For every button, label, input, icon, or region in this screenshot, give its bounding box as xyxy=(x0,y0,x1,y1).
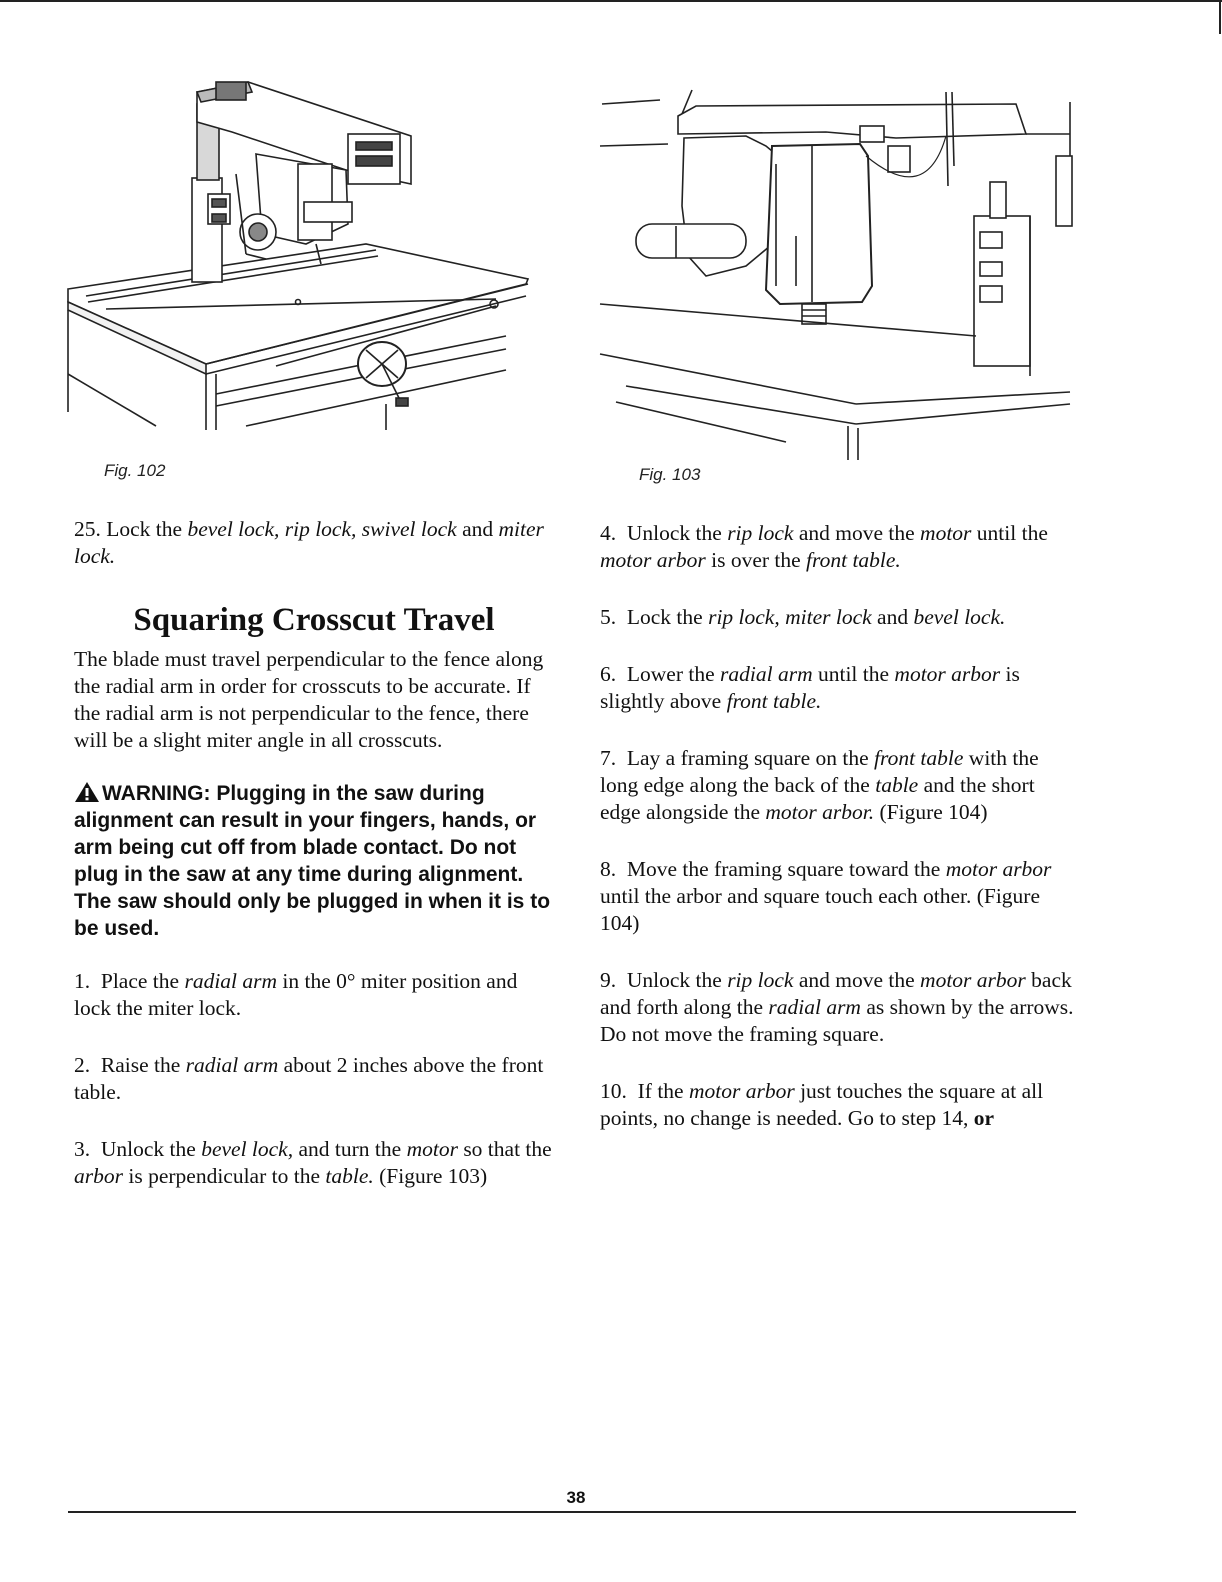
scan-edge-right xyxy=(1219,0,1221,34)
step-10: 10. If the motor arbor just touches the square at all points, no change is needed. Go to step 14, or xyxy=(600,1079,1044,1130)
step-8: 8. Move the framing square toward the motor arbor until the arbor and square touch each other. (Figure 104) xyxy=(600,857,1052,935)
scan-edge-top xyxy=(0,0,1222,2)
left-column xyxy=(74,516,554,1190)
right-column xyxy=(600,520,1080,1132)
figure-103-caption: Fig. 103 xyxy=(639,465,701,484)
intro-paragraph: The blade must travel perpendicular to the fence along the radial arm in order for crosscuts to be accurate. If the radial arm is not perpendicular to the fence, there will be a slight miter angle in all crosscuts. xyxy=(74,647,544,752)
step-7: 7. Lay a framing square on the front table with the long edge along the back of the table and the short edge alongside the motor arbor. (Figure 104) xyxy=(600,746,1039,824)
step-5: 5. Lock the rip lock, miter lock and bevel lock. xyxy=(600,605,1006,629)
motor-arbor-illustration xyxy=(596,86,1074,464)
step-6: 6. Lower the radial arm until the motor arbor is slightly above front table. xyxy=(600,662,1020,713)
step-9: 9. Unlock the rip lock and move the motor arbor back and forth along the radial arm as shown by the arrows. Do not move the framing square. xyxy=(600,968,1074,1046)
section-heading: Squaring Crosscut Travel xyxy=(133,602,495,638)
footer-rule xyxy=(68,1511,1076,1513)
page-number: 38 xyxy=(566,1488,586,1507)
figure-102 xyxy=(66,74,536,434)
step-4: 4. Unlock the rip lock and move the motor until the motor arbor is over the front table. xyxy=(600,521,1048,572)
step-3: 3. Unlock the bevel lock, and turn the motor so that the arbor is perpendicular to the table. (Figure 103) xyxy=(74,1137,552,1188)
warning-triangle-icon xyxy=(74,781,100,803)
figure-102-caption: Fig. 102 xyxy=(104,461,166,480)
step-1: 1. Place the radial arm in the 0° miter position and lock the miter lock. xyxy=(74,969,518,1020)
warning-block xyxy=(74,780,554,942)
radial-arm-saw-illustration xyxy=(66,74,536,434)
figure-103 xyxy=(596,86,1074,464)
step-25: 25. Lock the bevel lock, rip lock, swivel lock and miter lock. xyxy=(74,517,544,568)
warning-text: WARNING: Plugging in the saw during alignment can result in your fingers, hands, or arm being cut off from blade contact. Do not plug in the saw at any time during alignment. The saw should only be plugged in when it is to be used. xyxy=(74,782,551,940)
step-2: 2. Raise the radial arm about 2 inches above the front table. xyxy=(74,1053,544,1104)
